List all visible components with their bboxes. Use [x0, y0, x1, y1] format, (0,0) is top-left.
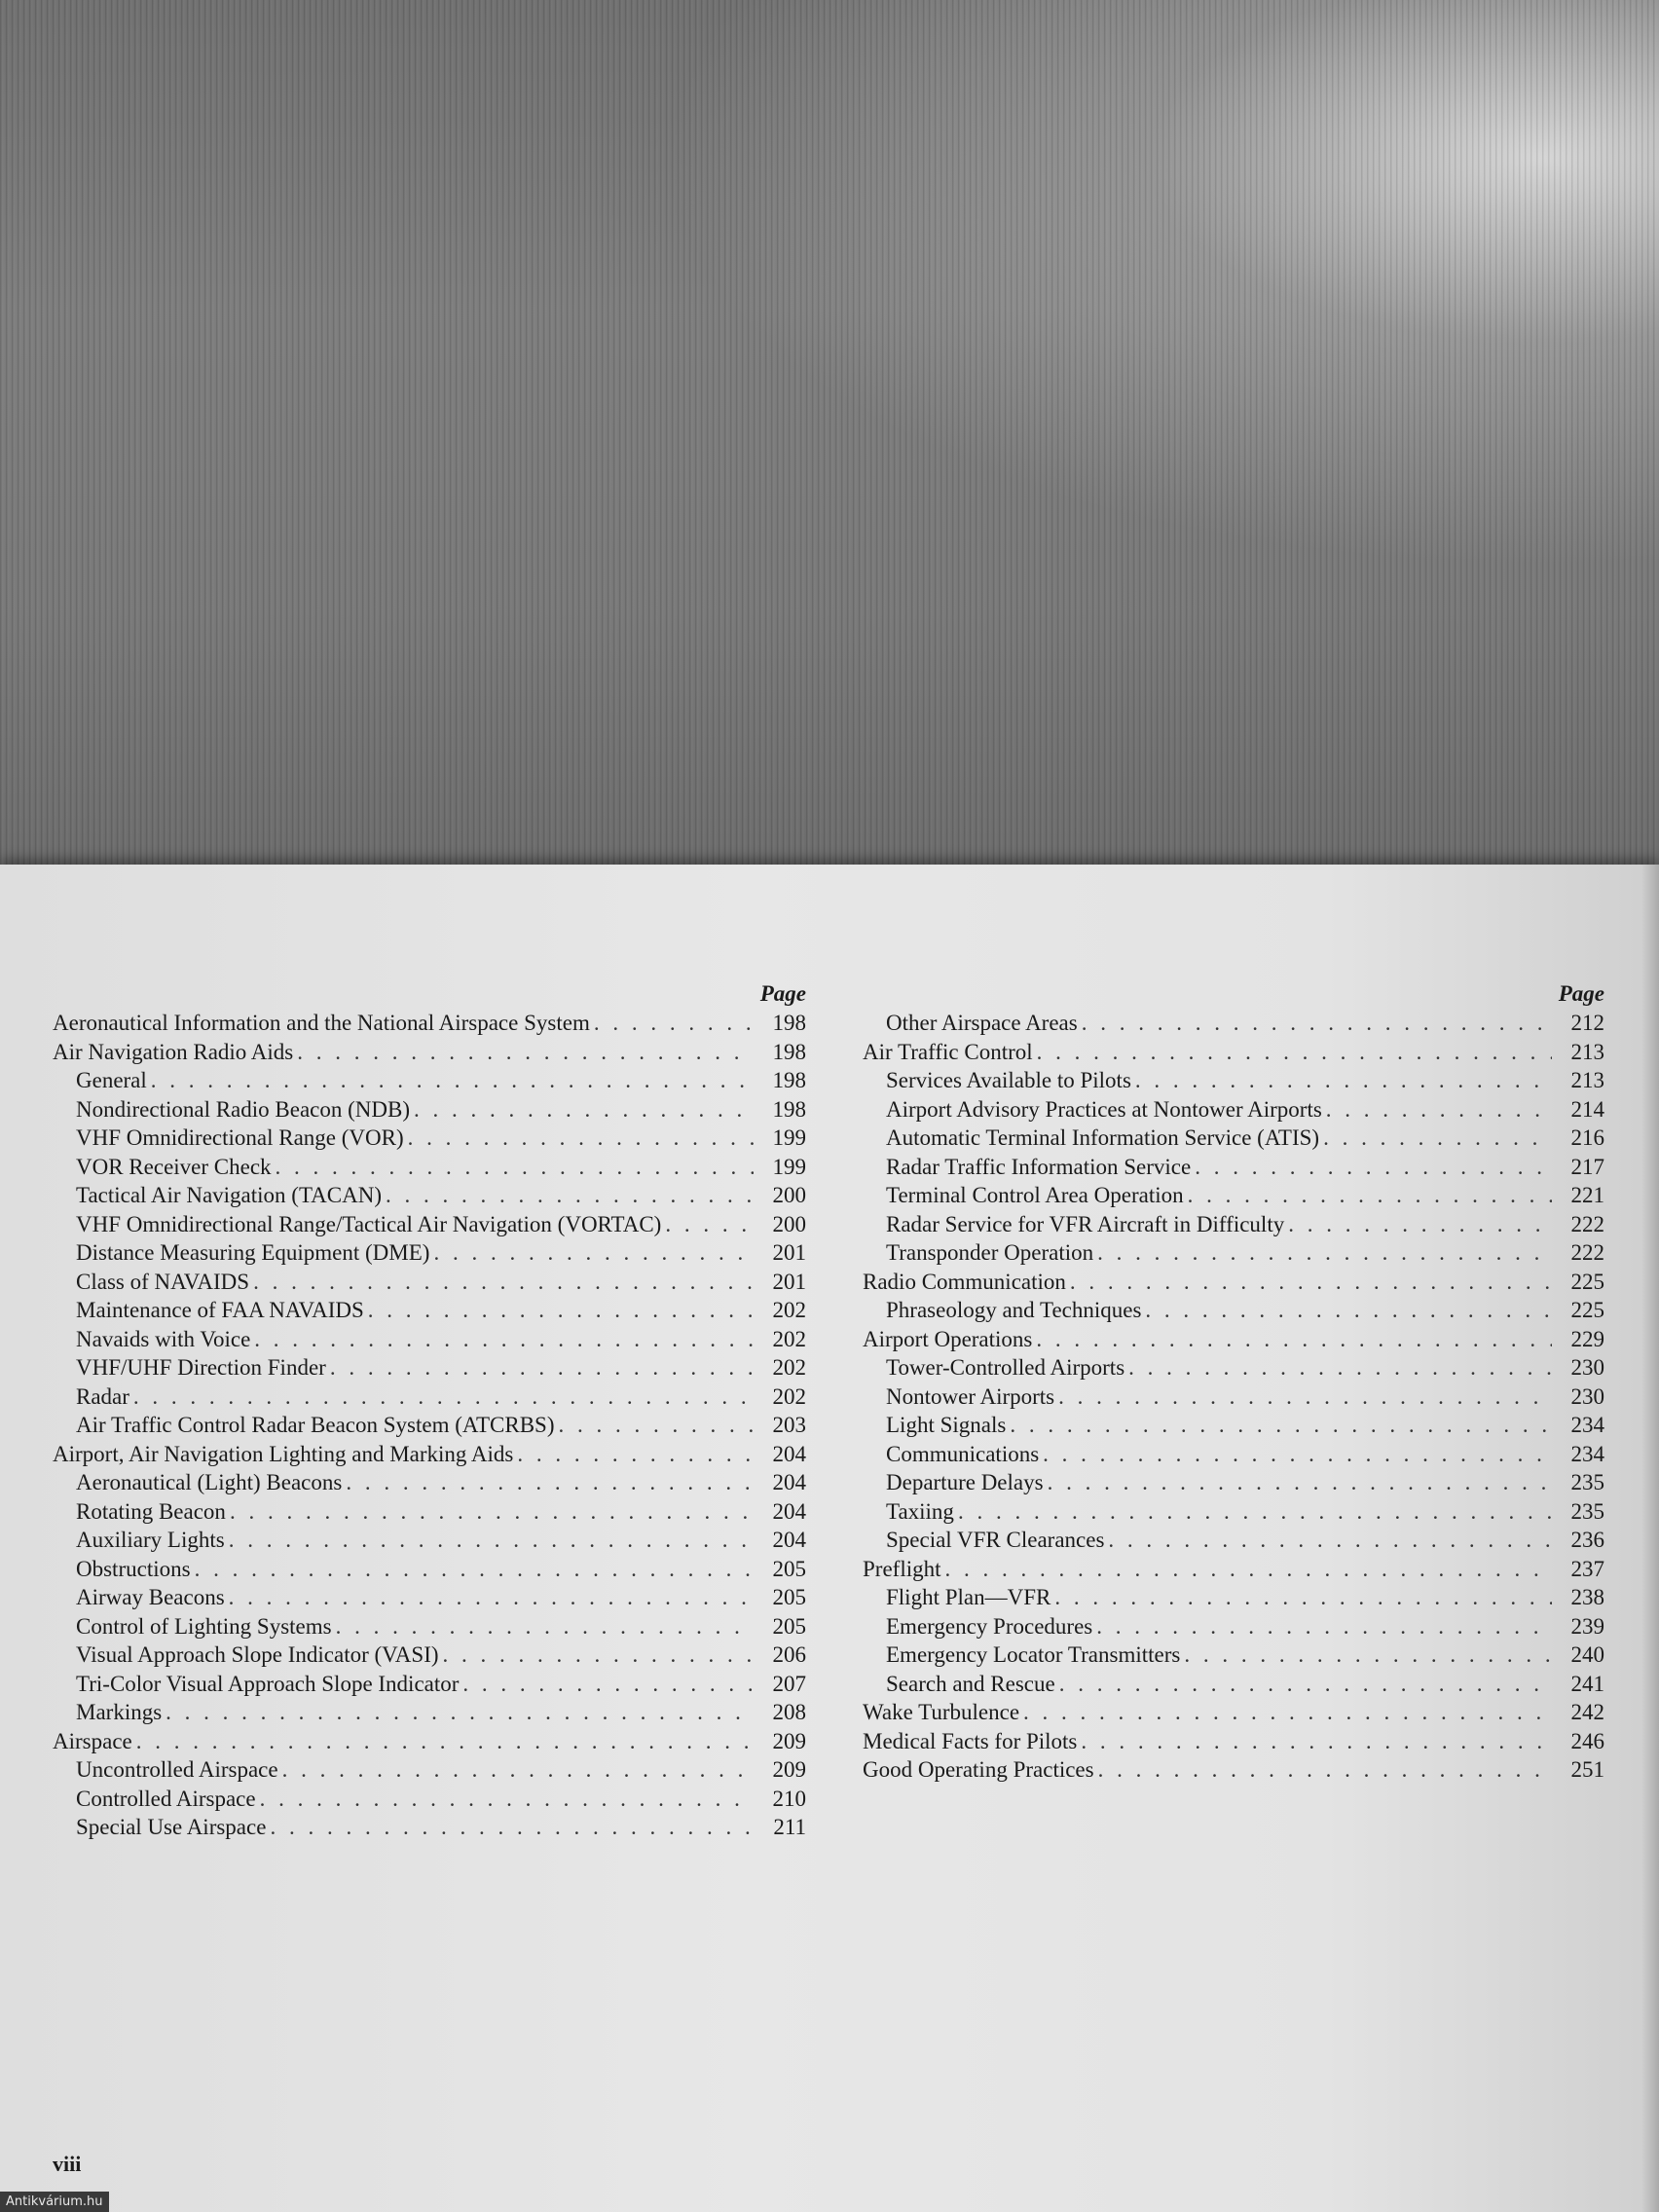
toc-entry-title: Aeronautical Information and the National Airspace System	[53, 1011, 590, 1035]
toc-entry	[863, 1641, 1604, 1670]
dot-leader	[1058, 1382, 1552, 1412]
toc-entry	[53, 1124, 806, 1153]
toc-entry-page: 204	[772, 1470, 806, 1494]
toc-entry-page: 234	[1570, 1413, 1604, 1437]
toc-entry	[53, 1353, 806, 1382]
toc-entry-title: Obstructions	[76, 1556, 191, 1581]
toc-entry-title: Tri-Color Visual Approach Slope Indicator	[76, 1671, 460, 1696]
toc-entry-title: Airport Operations	[863, 1326, 1033, 1351]
toc-entry-title: Markings	[76, 1700, 163, 1724]
dot-leader	[462, 1670, 754, 1699]
toc-entry-page: 212	[1570, 1011, 1604, 1035]
toc-entry-title: Transponder Operation	[886, 1240, 1094, 1265]
toc-entry-title: VOR Receiver Check	[76, 1154, 272, 1179]
toc-entry	[863, 1181, 1604, 1210]
toc-entry-title: Light Signals	[886, 1413, 1007, 1437]
dot-leader	[1096, 1612, 1552, 1641]
dot-leader	[270, 1813, 754, 1842]
toc-entry	[53, 1755, 806, 1785]
toc-column-right	[863, 979, 1604, 1785]
toc-entry	[863, 1009, 1604, 1038]
toc-entry-page: 214	[1570, 1096, 1604, 1122]
dot-leader	[330, 1353, 754, 1382]
toc-entry	[53, 1296, 806, 1325]
toc-entry-page: 225	[1570, 1298, 1604, 1322]
toc-entry	[53, 1670, 806, 1699]
dot-leader	[1070, 1268, 1552, 1297]
toc-entry	[53, 1210, 806, 1239]
dot-leader	[1326, 1095, 1552, 1124]
toc-entry-title: Airport Advisory Practices at Nontower Airports	[886, 1096, 1322, 1122]
toc-entry-title: VHF Omnidirectional Range/Tactical Air Navigation (VORTAC)	[76, 1211, 662, 1236]
toc-entry-title: Radar Service for VFR Aircraft in Difficulty	[886, 1211, 1285, 1236]
toc-entry-title: Flight Plan—VFR	[886, 1585, 1051, 1609]
toc-entry-page: 222	[1570, 1211, 1604, 1236]
toc-entry	[863, 1440, 1604, 1469]
toc-entry-page: 198	[772, 1096, 806, 1122]
toc-entry	[53, 1641, 806, 1670]
toc-entry-page: 199	[772, 1154, 806, 1179]
page-folio: viii	[53, 2152, 82, 2176]
toc-entry	[53, 1382, 806, 1412]
dot-leader	[433, 1238, 754, 1268]
toc-entry-title: Good Operating Practices	[863, 1757, 1094, 1782]
toc-entry-page: 240	[1570, 1642, 1604, 1667]
dot-leader	[1054, 1583, 1552, 1612]
toc-entry-title: Nondirectional Radio Beacon (NDB)	[76, 1096, 410, 1122]
toc-entry-page: 207	[772, 1671, 806, 1696]
dot-leader	[443, 1641, 754, 1670]
toc-entry-page: 230	[1570, 1355, 1604, 1380]
dot-leader	[276, 1153, 754, 1182]
page-column-header-right: Page	[1558, 981, 1604, 1006]
toc-entry-title: Terminal Control Area Operation	[886, 1183, 1184, 1207]
toc-entry	[53, 1268, 806, 1297]
dot-leader	[1023, 1698, 1552, 1727]
toc-entry	[53, 1153, 806, 1182]
dot-leader	[282, 1755, 754, 1785]
toc-entry-title: Uncontrolled Airspace	[76, 1757, 278, 1782]
dot-leader	[253, 1268, 754, 1297]
dot-leader	[945, 1555, 1553, 1584]
toc-entry	[53, 1698, 806, 1727]
dot-leader	[229, 1583, 754, 1612]
toc-entry-page: 246	[1570, 1728, 1604, 1753]
toc-entry-title: Phraseology and Techniques	[886, 1298, 1142, 1322]
toc-entry	[863, 1325, 1604, 1354]
toc-entry	[53, 1813, 806, 1842]
dot-leader	[1108, 1526, 1552, 1555]
toc-entry-page: 199	[772, 1125, 806, 1150]
dot-leader	[368, 1296, 754, 1325]
dot-leader	[1043, 1440, 1552, 1469]
toc-entry	[863, 1095, 1604, 1124]
toc-entry	[863, 1353, 1604, 1382]
toc-entry-title: General	[76, 1068, 147, 1092]
toc-entry	[863, 1066, 1604, 1095]
toc-entry-page: 237	[1570, 1556, 1604, 1581]
toc-entry-page: 211	[773, 1815, 806, 1839]
dot-leader	[166, 1698, 754, 1727]
dot-leader	[1097, 1238, 1552, 1268]
toc-entry-page: 242	[1570, 1700, 1604, 1724]
watermark: Antikvárium.hu	[0, 2192, 109, 2212]
dot-leader	[229, 1526, 754, 1555]
toc-entry-page: 202	[772, 1383, 806, 1409]
toc-entry	[53, 1038, 806, 1067]
dot-leader	[1098, 1755, 1552, 1785]
toc-entry	[53, 1612, 806, 1641]
dot-leader	[1323, 1124, 1552, 1153]
toc-entry-title: Airport, Air Navigation Lighting and Marking Aids	[53, 1441, 514, 1466]
toc-entry-page: 205	[772, 1556, 806, 1581]
toc-entry-page: 200	[772, 1211, 806, 1236]
dot-leader	[1184, 1641, 1552, 1670]
toc-entry-title: Search and Rescue	[886, 1671, 1055, 1696]
toc-entry-title: Departure Delays	[886, 1470, 1044, 1494]
toc-entry-page: 241	[1570, 1671, 1604, 1696]
dot-leader	[1036, 1325, 1552, 1354]
toc-entry	[863, 1153, 1604, 1182]
toc-list-left	[53, 1009, 806, 1842]
toc-entry-title: Emergency Procedures	[886, 1613, 1093, 1639]
toc-entry-page: 203	[772, 1413, 806, 1437]
dot-leader	[151, 1066, 754, 1095]
toc-entry	[863, 1612, 1604, 1641]
toc-entry-title: Medical Facts for Pilots	[863, 1728, 1078, 1753]
dot-leader	[260, 1785, 754, 1814]
dot-leader	[1145, 1296, 1552, 1325]
dot-leader	[1288, 1210, 1552, 1239]
toc-entry-page: 239	[1570, 1613, 1604, 1639]
dot-leader	[230, 1497, 754, 1527]
toc-entry-title: Radar Traffic Information Service	[886, 1154, 1192, 1179]
page-edge-shadow	[1641, 865, 1659, 2212]
toc-entry-page: 229	[1570, 1326, 1604, 1351]
toc-entry-page: 209	[772, 1728, 806, 1753]
toc-entry-page: 205	[772, 1585, 806, 1609]
dot-leader	[1059, 1670, 1552, 1699]
toc-entry-page: 216	[1570, 1125, 1604, 1150]
toc-entry-title: Maintenance of FAA NAVAIDS	[76, 1298, 364, 1322]
toc-entry-page: 198	[772, 1068, 806, 1092]
toc-entry-title: Special Use Airspace	[76, 1815, 267, 1839]
dot-leader	[195, 1555, 754, 1584]
toc-entry-page: 236	[1570, 1528, 1604, 1552]
dot-leader	[559, 1411, 755, 1440]
toc-entry	[53, 1583, 806, 1612]
toc-entry	[863, 1210, 1604, 1239]
dot-leader	[336, 1612, 754, 1641]
toc-entry-title: Airspace	[53, 1728, 132, 1753]
toc-entry-page: 205	[772, 1613, 806, 1639]
toc-entry-title: Tactical Air Navigation (TACAN)	[76, 1183, 382, 1207]
toc-entry-page: 201	[772, 1240, 806, 1265]
toc-entry-page: 202	[772, 1326, 806, 1351]
toc-entry-title: Communications	[886, 1441, 1040, 1466]
dot-leader	[958, 1497, 1552, 1527]
toc-entry	[863, 1124, 1604, 1153]
toc-entry-page: 209	[772, 1757, 806, 1782]
toc-entry-page: 251	[1570, 1757, 1604, 1782]
toc-entry-page: 221	[1570, 1183, 1604, 1207]
toc-entry-title: Nontower Airports	[886, 1383, 1055, 1409]
toc-entry-title: Control of Lighting Systems	[76, 1613, 332, 1639]
toc-entry	[863, 1526, 1604, 1555]
dot-leader	[1195, 1153, 1552, 1182]
toc-entry-title: Air Traffic Control Radar Beacon System (ATCRBS)	[76, 1413, 555, 1437]
toc-entry-title: Rotating Beacon	[76, 1498, 226, 1524]
toc-entry-page: 204	[772, 1441, 806, 1466]
toc-entry-title: Air Navigation Radio Aids	[53, 1039, 294, 1064]
toc-column-left	[53, 979, 806, 1842]
dot-leader	[1135, 1066, 1552, 1095]
toc-entry-page: 210	[772, 1786, 806, 1811]
page-column-header-left: Page	[759, 981, 806, 1006]
toc-entry-title: Taxiing	[886, 1498, 954, 1524]
toc-entry	[863, 1555, 1604, 1584]
toc-entry-page: 198	[772, 1011, 806, 1035]
toc-list-right	[863, 1009, 1604, 1785]
toc-entry	[863, 1727, 1604, 1756]
toc-entry-title: Visual Approach Slope Indicator (VASI)	[76, 1642, 439, 1667]
toc-entry-title: Controlled Airspace	[76, 1786, 256, 1811]
dot-leader	[297, 1038, 754, 1067]
toc-entry-page: 234	[1570, 1441, 1604, 1466]
dot-leader	[1010, 1411, 1552, 1440]
toc-entry-title: Emergency Locator Transmitters	[886, 1642, 1181, 1667]
dot-leader	[517, 1440, 754, 1469]
toc-entry-page: 213	[1570, 1068, 1604, 1092]
dot-leader	[1128, 1353, 1552, 1382]
toc-entry-page: 202	[772, 1298, 806, 1322]
toc-entry-title: VHF/UHF Direction Finder	[76, 1355, 326, 1380]
toc-entry-page: 202	[772, 1355, 806, 1380]
toc-entry-title: Radar	[76, 1383, 129, 1409]
toc-entry-title: Tower-Controlled Airports	[886, 1355, 1125, 1380]
toc-entry-page: 200	[772, 1183, 806, 1207]
toc-entry-title: Class of NAVAIDS	[76, 1269, 250, 1294]
toc-entry	[863, 1296, 1604, 1325]
toc-entry	[53, 1468, 806, 1497]
toc-entry-page: 204	[772, 1498, 806, 1524]
fabric-background	[0, 0, 1659, 876]
toc-entry	[863, 1382, 1604, 1412]
toc-entry-title: Auxiliary Lights	[76, 1528, 225, 1552]
toc-entry-page: 201	[772, 1269, 806, 1294]
toc-entry-page: 235	[1570, 1470, 1604, 1494]
toc-entry-title: Radio Communication	[863, 1269, 1066, 1294]
dot-leader	[1082, 1009, 1552, 1038]
toc-entry	[53, 1555, 806, 1584]
dot-leader	[346, 1468, 754, 1497]
dot-leader	[136, 1727, 754, 1756]
toc-entry	[53, 1066, 806, 1095]
toc-entry	[53, 1526, 806, 1555]
toc-entry	[53, 1009, 806, 1038]
toc-entry-page: 230	[1570, 1383, 1604, 1409]
toc-entry-page: 213	[1570, 1039, 1604, 1064]
toc-entry	[863, 1238, 1604, 1268]
toc-entry-page: 206	[772, 1642, 806, 1667]
toc-entry	[863, 1583, 1604, 1612]
dot-leader	[386, 1181, 754, 1210]
toc-entry-page: 204	[772, 1528, 806, 1552]
toc-entry	[863, 1497, 1604, 1527]
toc-entry-title: VHF Omnidirectional Range (VOR)	[76, 1125, 404, 1150]
toc-entry	[53, 1785, 806, 1814]
toc-entry	[53, 1325, 806, 1354]
toc-entry-page: 235	[1570, 1498, 1604, 1524]
toc-entry	[863, 1755, 1604, 1785]
toc-entry-title: Air Traffic Control	[863, 1039, 1033, 1064]
toc-entry-title: Automatic Terminal Information Service (ATIS)	[886, 1125, 1320, 1150]
toc-entry	[863, 1268, 1604, 1297]
toc-entry-page: 217	[1570, 1154, 1604, 1179]
toc-entry-page: 198	[772, 1039, 806, 1064]
toc-entry	[53, 1497, 806, 1527]
dot-leader	[1188, 1181, 1552, 1210]
book-page	[0, 865, 1659, 2212]
toc-entry-page: 238	[1570, 1585, 1604, 1609]
toc-entry	[863, 1038, 1604, 1067]
dot-leader	[254, 1325, 754, 1354]
toc-entry-title: Special VFR Clearances	[886, 1528, 1105, 1552]
toc-entry-title: Services Available to Pilots	[886, 1068, 1131, 1092]
toc-entry-page: 222	[1570, 1240, 1604, 1265]
dot-leader	[408, 1124, 754, 1153]
toc-entry-title: Preflight	[863, 1556, 941, 1581]
dot-leader	[1037, 1038, 1552, 1067]
toc-entry-page: 225	[1570, 1269, 1604, 1294]
toc-entry	[53, 1411, 806, 1440]
toc-entry-page: 208	[772, 1700, 806, 1724]
dot-leader	[1048, 1468, 1552, 1497]
toc-entry-title: Other Airspace Areas	[886, 1011, 1078, 1035]
toc-entry-title: Wake Turbulence	[863, 1700, 1020, 1724]
toc-entry-title: Distance Measuring Equipment (DME)	[76, 1240, 430, 1265]
dot-leader	[133, 1382, 754, 1412]
toc-entry-title: Navaids with Voice	[76, 1326, 251, 1351]
toc-entry	[53, 1727, 806, 1756]
toc-entry-title: Aeronautical (Light) Beacons	[76, 1470, 343, 1494]
toc-entry	[53, 1095, 806, 1124]
dot-leader	[1081, 1727, 1552, 1756]
toc-entry	[53, 1238, 806, 1268]
toc-entry-title: Airway Beacons	[76, 1585, 225, 1609]
toc-entry	[53, 1181, 806, 1210]
toc-entry	[863, 1698, 1604, 1727]
dot-leader	[665, 1210, 754, 1239]
toc-entry	[863, 1670, 1604, 1699]
toc-entry	[863, 1411, 1604, 1440]
dot-leader	[594, 1009, 754, 1038]
toc-entry	[53, 1440, 806, 1469]
toc-entry	[863, 1468, 1604, 1497]
dot-leader	[414, 1095, 754, 1124]
